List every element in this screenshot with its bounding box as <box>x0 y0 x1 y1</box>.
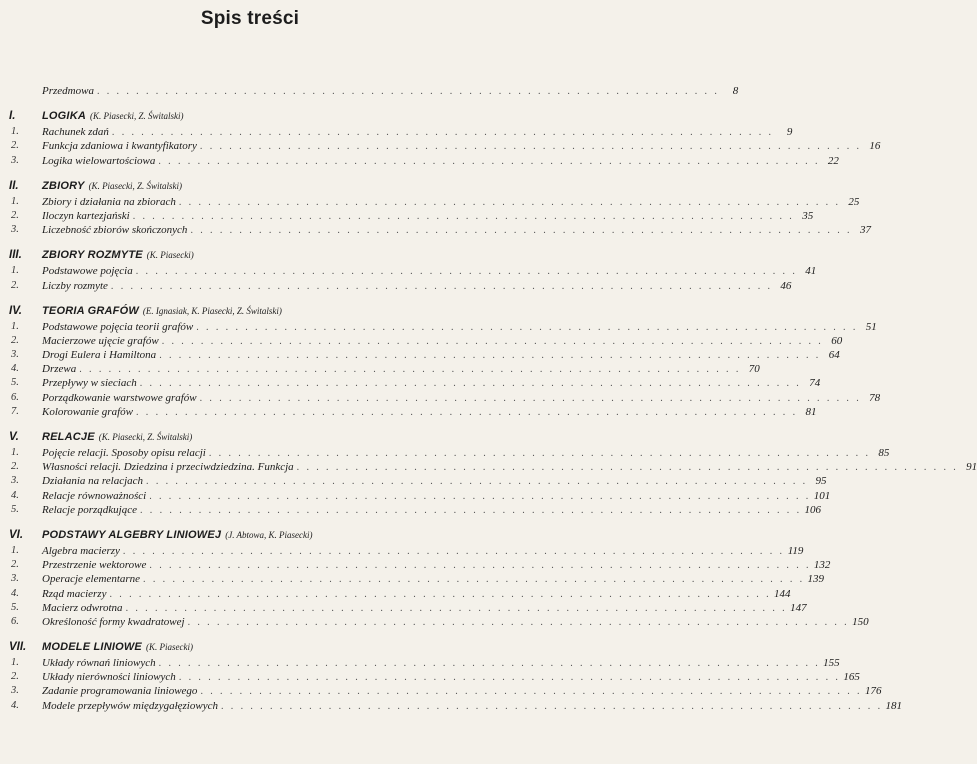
dot-leader: . . . . . . . . . . . . . . . . . . . . . . . . . . . . . . . . . . . . . . . . . . . . . . . . . . . . . . . . . . . . . . . . . . . . <box>187 616 850 628</box>
chapter-title: RELACJE <box>42 431 95 443</box>
chapter-title-block <box>42 429 192 446</box>
section-gap <box>0 168 500 178</box>
entry-number: 1. <box>11 447 19 458</box>
entry-page: 16 <box>869 140 881 153</box>
chapter-title-block <box>42 247 194 264</box>
entry-number: 2. <box>11 209 19 221</box>
toc-entry <box>0 544 804 558</box>
chapter-number: IV. <box>9 304 23 317</box>
entry-number: 2. <box>11 559 19 571</box>
page-title: Spis treści <box>200 8 300 29</box>
entry-number: 4. <box>11 363 19 375</box>
entry-leader <box>42 320 877 335</box>
toc-entry <box>0 209 814 223</box>
toc-entry <box>0 279 792 293</box>
entry-title: Liczby rozmyte <box>42 279 108 292</box>
entry-page: 46 <box>780 279 792 292</box>
entry-leader <box>42 601 807 616</box>
dot-leader: . . . . . . . . . . . . . . . . . . . . . . . . . . . . . . . . . . . . . . . . . . . . . . . . . . . . . . . . . . . . . . . . . . . . <box>143 574 805 586</box>
entry-leader <box>42 446 890 461</box>
dot-leader: . . . . . . . . . . . . . . . . . . . . . . . . . . . . . . . . . . . . . . . . . . . . . . . . . . . . . . . . . . . . . . . . . . . . <box>140 504 802 516</box>
toc-entry <box>0 362 760 376</box>
dot-leader: . . . . . . . . . . . . . . . . . . . . . . . . . . . . . . . . . . . . . . . . . . . . . . . . . . . . . . . . . . . . . . . . . . . . <box>200 686 862 698</box>
dot-leader: . . . . . . . . . . . . . . . . . . . . . . . . . . . . . . . . . . . . . . . . . . . . . . . . . . . . . . . . . . . . . . . . . . . . <box>149 560 811 572</box>
entry-number: 1. <box>11 265 19 277</box>
entry-title: Działania na relacjach <box>42 475 144 488</box>
entry-number: 3. <box>11 154 19 166</box>
dot-leader: . . . . . . . . . . . . . . . . . . . . . . . . . . . . . . . . . . . . . . . . . . . . . . . . . . . . . . . . . . . . . . . . . . . . <box>135 406 798 418</box>
entry-title: Zbiory i działania na zbiorach <box>42 195 176 208</box>
entry-leader <box>42 125 793 140</box>
entry-leader <box>42 699 902 714</box>
dot-leader: . . . . . . . . . . . . . . . . . . . . . . . . . . . . . . . . . . . . . . . . . . . . . . . . . . . . . . . . . . . . . . . . . . . . <box>111 127 774 139</box>
section-gap <box>0 293 500 303</box>
entry-leader <box>42 503 821 518</box>
entry-number: 2. <box>11 334 19 346</box>
entry-number: 5. <box>11 377 19 389</box>
entry-number: 3. <box>11 475 19 487</box>
entry-page: 106 <box>804 503 821 516</box>
toc-entry <box>0 405 817 419</box>
entry-leader <box>42 670 860 685</box>
dot-leader: . . . . . . . . . . . . . . . . . . . . . . . . . . . . . . . . . . . . . . . . . . . . . . . . . . . . . . . . . . . . . . . . . . . . <box>199 141 862 153</box>
dot-leader: . . . . . . . . . . . . . . . . . . . . . . . . . . . . . . . . . . . . . . . . . . . . . . . . . . . . . . . . . . . . . . . . . . . . <box>139 378 802 390</box>
chapter-title-block <box>42 303 282 320</box>
chapter-number: VII. <box>9 641 27 654</box>
entry-page: 37 <box>859 224 871 237</box>
entry-page: 81 <box>805 405 817 418</box>
entry-number: 3. <box>11 224 19 236</box>
entry-leader <box>42 489 831 504</box>
toc-entry <box>0 460 977 474</box>
entry-leader <box>42 223 871 238</box>
entry-leader <box>42 405 817 420</box>
entry-page: 51 <box>865 320 877 333</box>
toc-entry <box>0 503 821 517</box>
dot-leader: . . . . . . . . . . . . . . . . . . . . . . . . . . . . . . . . . . . . . . . . . . . . . . . . . . . . . . . . . . . . . . . . . . . . <box>190 225 852 237</box>
dot-leader: . . . . . . . . . . . . . . . . . . . . . . . . . . . . . . . . . . . . . . . . . . . . . . . . . . . . . . . . . . . . . . . . . . . . <box>125 602 788 614</box>
dot-leader: . . . . . . . . . . . . . . . . . . . . . . . . . . . . . . . . . . . . . . . . . . . . . . . . . . . . . . . . . . . . . . . . . . . . <box>149 490 811 502</box>
entry-leader <box>42 544 804 559</box>
toc-entry <box>0 334 843 348</box>
entry-number: 5. <box>11 601 19 613</box>
section-gap <box>0 98 500 108</box>
chapter-heading <box>0 639 500 656</box>
entry-number: 4. <box>11 699 19 711</box>
entry-title: Macierzowe ujęcie grafów <box>42 334 159 347</box>
entry-title: Przestrzenie wektorowe <box>42 559 147 572</box>
toc-entry <box>0 601 807 615</box>
toc-entry <box>0 348 840 362</box>
entry-page: 74 <box>809 377 821 390</box>
toc-entry <box>0 699 902 713</box>
toc-entry <box>0 572 825 586</box>
entry-title: Podstawowe pojęcia <box>42 265 133 278</box>
dot-leader: . . . . . . . . . . . . . . . . . . . . . . . . . . . . . . . . . . . . . . . . . . . . . . . . . . . . . . . . . . . . . . . . . . . . <box>208 448 871 459</box>
dot-leader: . . . . . . . . . . . . . . . . . . . . . . . . . . . . . . . . . . . . . . . . . . . . . . . . . . . . . . . . . . . . . . . . . . . . <box>158 155 820 167</box>
entry-page: 176 <box>864 685 882 698</box>
entry-title: Logika wielowartościowa <box>42 154 156 167</box>
toc-entry <box>0 320 877 334</box>
entry-leader <box>42 195 860 210</box>
entry-number: 6. <box>11 615 19 627</box>
dot-leader: . . . . . . . . . . . . . . . . . . . . . . . . . . . . . . . . . . . . . . . . . . . . . . . . . . . . . . . . . . . . . . . . . . . . <box>220 700 883 712</box>
chapter-title: ZBIORY <box>42 179 85 192</box>
toc-entry <box>0 474 827 488</box>
entry-leader <box>42 587 791 602</box>
dot-leader: . . . . . . . . . . . . . . . . . . . . . . . . . . . . . . . . . . . . . . . . . . . . . . . . . . . . . . . . . . . . . . . . . . . . <box>178 196 841 208</box>
entry-page: 64 <box>828 349 840 362</box>
dot-leader: . . . . . . . . . . . . . . . . . . . . . . . . . . . . . . . . . . . . . . . . . . . . . . . . . . . . . . . . . . . . . . . . . . . . <box>135 266 798 278</box>
chapter-heading <box>0 429 500 446</box>
entry-number: 4. <box>11 587 19 599</box>
entry-page: 101 <box>813 489 831 502</box>
entry-title: Relacje równoważności <box>42 489 147 502</box>
table-of-contents <box>0 84 977 713</box>
entry-title: Rząd macierzy <box>42 587 107 600</box>
preface-row <box>0 84 739 98</box>
toc-entry <box>0 615 869 629</box>
chapter-title-block <box>42 108 183 125</box>
chapter-number: V. <box>9 431 19 443</box>
toc-entry <box>0 154 839 168</box>
entry-page: 165 <box>843 671 860 684</box>
chapter-title-block <box>42 178 182 195</box>
entry-leader <box>42 460 977 475</box>
entry-title: Kolorowanie grafów <box>42 405 133 418</box>
entry-title: Rachunek zdań <box>42 126 109 139</box>
chapter-title: LOGIKA <box>42 110 86 123</box>
entry-number: 2. <box>11 671 19 683</box>
chapter-heading <box>0 527 500 544</box>
entry-title: Określoność formy kwadratowej <box>42 615 185 628</box>
entry-page: 85 <box>878 447 890 459</box>
chapter-title: TEORIA GRAFÓW <box>42 304 139 317</box>
toc-entry <box>0 125 793 139</box>
dot-leader: . . . . . . . . . . . . . . . . . . . . . . . . . . . . . . . . . . . . . . . . . . . . . . . . . . . . . . . . . . . . . . . . . . . . <box>196 321 858 333</box>
toc-entry <box>0 139 881 153</box>
dot-leader: . . . . . . . . . . . . . . . . . . . . . . . . . . . . . . . . . . . . . . . . . . . . . . . . . . . . . . . . . . . . . . . . . . . . <box>199 392 862 404</box>
preface-page: 8 <box>732 85 739 97</box>
chapter-authors: (J. Abtowa, K. Piasecki) <box>225 529 313 540</box>
entry-leader <box>42 348 840 363</box>
entry-page: 119 <box>787 544 804 557</box>
entry-number: 1. <box>11 320 19 332</box>
entry-leader <box>42 391 881 406</box>
toc-entry <box>0 656 840 670</box>
entry-leader <box>42 362 760 377</box>
chapter-heading <box>0 108 500 125</box>
entry-page: 95 <box>815 475 827 488</box>
chapter-authors: (E. Ignasiak, K. Piasecki, Z. Świtalski) <box>142 305 282 316</box>
toc-entry <box>0 489 831 503</box>
toc-entry <box>0 670 860 684</box>
entry-title: Liczebność zbiorów skończonych <box>42 224 188 237</box>
entry-title: Funkcja zdaniowa i kwantyfikatory <box>42 140 197 153</box>
entry-leader <box>42 279 792 294</box>
chapter-authors: (K. Piasecki) <box>146 250 194 261</box>
entry-page: 22 <box>827 154 839 167</box>
section-gap <box>0 419 500 429</box>
entry-page: 60 <box>831 334 843 347</box>
entry-leader <box>42 139 881 154</box>
entry-leader <box>42 615 869 630</box>
entry-number: 1. <box>11 195 19 207</box>
entry-leader <box>42 558 831 573</box>
chapter-authors: (K. Piasecki) <box>145 642 193 653</box>
chapter-authors: (K. Piasecki, Z. Świtalski) <box>88 180 183 191</box>
entry-leader <box>42 572 825 587</box>
entry-title: Relacje porządkujące <box>42 503 137 516</box>
entry-number: 5. <box>11 503 19 515</box>
entry-number: 2. <box>11 461 19 473</box>
entry-number: 6. <box>11 391 19 403</box>
toc-entry <box>0 558 831 572</box>
chapter-authors: (K. Piasecki, Z. Świtalski) <box>89 111 184 122</box>
entry-page: 35 <box>802 209 814 222</box>
entry-page: 91 <box>966 461 977 474</box>
entry-page: 150 <box>852 615 869 628</box>
toc-entry <box>0 587 791 601</box>
entry-number: 3. <box>11 349 19 361</box>
entry-title: Operacje elementarne <box>42 573 141 586</box>
dot-leader: . . . . . . . . . . . . . . . . . . . . . . . . . . . . . . . . . . . . . . . . . . . . . . . . . . . . . . . . . . . . . . . . . . . . <box>132 210 795 222</box>
entry-number: 2. <box>11 279 19 291</box>
entry-title: Drzewa <box>42 363 77 376</box>
dot-leader: . . . . . . . . . . . . . . . . . . . . . . . . . . . . . . . . . . . . . . . . . . . . . . . . . . . . . . . . . . . . . . . . . . . . <box>296 462 959 474</box>
chapter-title: ZBIORY ROZMYTE <box>42 249 143 262</box>
entry-title: Podstawowe pojęcia teorii grafów <box>42 320 194 333</box>
dot-leader: . . . . . . . . . . . . . . . . . . . . . . . . . . . . . . . . . . . . . . . . . . . . . . . . . . . . . . . . . . . . . . . . . . . . <box>110 280 773 292</box>
dot-leader: . . . . . . . . . . . . . . . . . . . . . . . . . . . . . . . . . . . . . . . . . . . . . . . . . . . . . . . . . . . . . . . . <box>96 86 720 97</box>
toc-entry <box>0 446 890 460</box>
chapter-title: PODSTAWY ALGEBRY LINIOWEJ <box>42 528 222 541</box>
chapter-authors: (K. Piasecki, Z. Świtalski) <box>98 432 193 442</box>
section-gap <box>0 517 500 527</box>
entry-title: Przepływy w sieciach <box>42 377 137 390</box>
toc-entry <box>0 195 860 209</box>
entry-page: 147 <box>790 601 807 614</box>
entry-page: 41 <box>805 265 817 278</box>
entry-leader <box>42 656 840 671</box>
entry-leader <box>42 209 814 224</box>
entry-number: 4. <box>11 489 19 501</box>
entry-leader <box>42 684 882 699</box>
toc-entry <box>0 391 881 405</box>
dot-leader: . . . . . . . . . . . . . . . . . . . . . . . . . . . . . . . . . . . . . . . . . . . . . . . . . . . . . . . . . . . . . . . . . . . . <box>109 588 771 600</box>
entry-number: 7. <box>11 405 19 417</box>
toc-entry <box>0 223 871 237</box>
chapter-title-block <box>42 639 193 656</box>
chapter-title-block <box>42 527 313 544</box>
entry-page: 139 <box>807 573 825 586</box>
chapter-number: III. <box>9 249 22 262</box>
chapter-heading <box>0 178 500 195</box>
entry-title: Układy nierówności liniowych <box>42 671 176 684</box>
entry-number: 1. <box>11 126 19 138</box>
entry-title: Algebra macierzy <box>42 544 120 557</box>
section-gap <box>0 629 500 639</box>
chapter-heading <box>0 247 500 264</box>
entry-page: 70 <box>748 363 760 376</box>
entry-title: Drogi Eulera i Hamiltona <box>42 349 157 362</box>
entry-page: 155 <box>823 657 840 670</box>
toc-entry <box>0 264 817 278</box>
toc-entry <box>0 376 821 390</box>
entry-leader <box>42 154 839 169</box>
entry-title: Macierz odwrotna <box>42 601 123 614</box>
entry-leader <box>42 334 843 349</box>
entry-title: Pojęcie relacji. Sposoby opisu relacji <box>42 447 206 459</box>
dot-leader: . . . . . . . . . . . . . . . . . . . . . . . . . . . . . . . . . . . . . . . . . . . . . . . . . . . . . . . . . . . . . . . . . . . . <box>178 672 841 684</box>
preface-label: Przedmowa <box>42 85 94 97</box>
chapter-number: II. <box>9 179 19 192</box>
entry-page: 25 <box>848 195 860 208</box>
dot-leader: . . . . . . . . . . . . . . . . . . . . . . . . . . . . . . . . . . . . . . . . . . . . . . . . . . . . . . . . . . . . . . . . . . . . <box>122 545 785 557</box>
entry-page: 132 <box>813 559 831 572</box>
entry-number: 1. <box>11 657 19 669</box>
entry-page: 78 <box>869 391 881 404</box>
entry-page: 144 <box>773 587 791 600</box>
entry-title: Własności relacji. Dziedzina i przeciwdziedzina. Funkcja <box>42 461 294 474</box>
chapter-title: MODELE LINIOWE <box>42 641 142 654</box>
dot-leader: . . . . . . . . . . . . . . . . . . . . . . . . . . . . . . . . . . . . . . . . . . . . . . . . . . . . . . . . . . . . . . . . . . . . <box>79 364 741 376</box>
entry-page: 181 <box>885 699 902 712</box>
entry-number: 1. <box>11 544 19 556</box>
entry-leader <box>42 376 821 391</box>
entry-title: Iloczyn kartezjański <box>42 209 130 222</box>
entry-page: 9 <box>786 126 793 139</box>
chapter-number: VI. <box>9 528 24 541</box>
dot-leader: . . . . . . . . . . . . . . . . . . . . . . . . . . . . . . . . . . . . . . . . . . . . . . . . . . . . . . . . . . . . . . . . . . . . <box>146 476 808 488</box>
section-gap <box>0 237 500 247</box>
entry-title: Porządkowanie warstwowe grafów <box>42 391 197 404</box>
entry-leader <box>42 474 827 489</box>
entry-title: Układy równań liniowych <box>42 657 156 670</box>
entry-title: Zadanie programowania liniowego <box>42 685 198 698</box>
dot-leader: . . . . . . . . . . . . . . . . . . . . . . . . . . . . . . . . . . . . . . . . . . . . . . . . . . . . . . . . . . . . . . . . . . . . <box>158 658 821 670</box>
entry-number: 3. <box>11 685 19 697</box>
chapter-number: I. <box>9 110 16 123</box>
chapter-heading <box>0 303 500 320</box>
toc-entry <box>0 684 882 698</box>
entry-number: 3. <box>11 573 19 585</box>
entry-leader <box>42 264 817 279</box>
dot-leader: . . . . . . . . . . . . . . . . . . . . . . . . . . . . . . . . . . . . . . . . . . . . . . . . . . . . . . . . . . . . . . . . . . . . <box>161 335 824 347</box>
entry-title: Modele przepływów międzygałęziowych <box>42 699 218 712</box>
entry-number: 2. <box>11 140 19 152</box>
dot-leader: . . . . . . . . . . . . . . . . . . . . . . . . . . . . . . . . . . . . . . . . . . . . . . . . . . . . . . . . . . . . . . . . . . . . <box>159 350 821 362</box>
